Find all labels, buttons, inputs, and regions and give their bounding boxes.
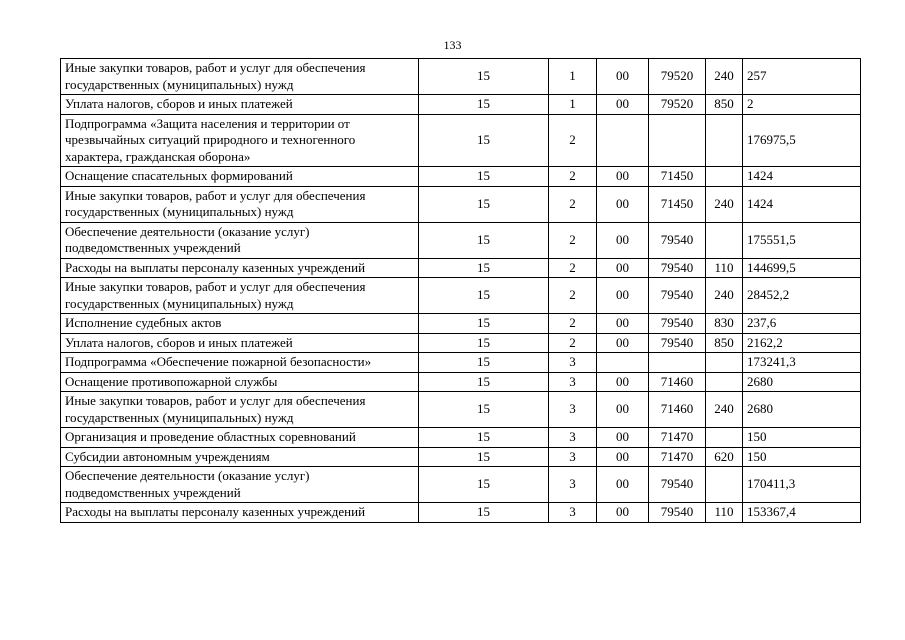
row-name-cell: Оснащение спасательных формирований	[61, 167, 419, 187]
row-name-cell: Обеспечение деятельности (оказание услуг) подведомственных учреждений	[61, 222, 419, 258]
row-program-cell: 00	[597, 59, 649, 95]
row-amount-cell: 144699,5	[743, 258, 861, 278]
row-expense-type-cell: 110	[706, 503, 743, 523]
row-amount-cell: 2	[743, 95, 861, 115]
row-program-cell: 00	[597, 503, 649, 523]
row-program-cell: 00	[597, 186, 649, 222]
row-amount-cell: 237,6	[743, 314, 861, 334]
row-amount-cell: 28452,2	[743, 278, 861, 314]
row-subsection-cell: 2	[549, 186, 597, 222]
row-name-cell: Исполнение судебных актов	[61, 314, 419, 334]
row-section-cell: 15	[419, 467, 549, 503]
table-row	[61, 114, 861, 167]
table-row	[61, 222, 861, 258]
row-subsection-cell: 1	[549, 59, 597, 95]
table-row	[61, 95, 861, 115]
row-target-article-cell	[649, 353, 706, 373]
row-target-article-cell: 79520	[649, 59, 706, 95]
table-row	[61, 372, 861, 392]
row-expense-type-cell	[706, 372, 743, 392]
row-expense-type-cell	[706, 222, 743, 258]
row-amount-cell: 2162,2	[743, 333, 861, 353]
row-name-cell: Уплата налогов, сборов и иных платежей	[61, 333, 419, 353]
table-row	[61, 186, 861, 222]
table-row	[61, 428, 861, 448]
row-expense-type-cell	[706, 467, 743, 503]
row-subsection-cell: 2	[549, 258, 597, 278]
row-section-cell: 15	[419, 447, 549, 467]
row-amount-cell: 176975,5	[743, 114, 861, 167]
row-target-article-cell: 79540	[649, 467, 706, 503]
row-subsection-cell: 3	[549, 447, 597, 467]
row-program-cell: 00	[597, 372, 649, 392]
row-amount-cell: 150	[743, 447, 861, 467]
row-target-article-cell: 71450	[649, 186, 706, 222]
row-target-article-cell: 79540	[649, 278, 706, 314]
row-name-cell: Организация и проведение областных соревнований	[61, 428, 419, 448]
row-subsection-cell: 2	[549, 114, 597, 167]
row-expense-type-cell	[706, 114, 743, 167]
row-expense-type-cell: 110	[706, 258, 743, 278]
row-expense-type-cell	[706, 428, 743, 448]
row-section-cell: 15	[419, 186, 549, 222]
row-program-cell	[597, 114, 649, 167]
row-expense-type-cell: 240	[706, 392, 743, 428]
row-expense-type-cell: 240	[706, 278, 743, 314]
table-row	[61, 314, 861, 334]
row-amount-cell: 257	[743, 59, 861, 95]
row-subsection-cell: 3	[549, 467, 597, 503]
row-subsection-cell: 2	[549, 167, 597, 187]
row-program-cell: 00	[597, 278, 649, 314]
row-subsection-cell: 3	[549, 372, 597, 392]
row-section-cell: 15	[419, 428, 549, 448]
row-name-cell: Подпрограмма «Обеспечение пожарной безопасности»	[61, 353, 419, 373]
row-target-article-cell: 71450	[649, 167, 706, 187]
row-expense-type-cell: 850	[706, 333, 743, 353]
row-amount-cell: 173241,3	[743, 353, 861, 373]
table-row	[61, 333, 861, 353]
table-row	[61, 392, 861, 428]
row-subsection-cell: 2	[549, 278, 597, 314]
row-amount-cell: 1424	[743, 186, 861, 222]
row-section-cell: 15	[419, 167, 549, 187]
row-program-cell: 00	[597, 258, 649, 278]
row-target-article-cell: 79520	[649, 95, 706, 115]
row-section-cell: 15	[419, 114, 549, 167]
row-subsection-cell: 3	[549, 392, 597, 428]
row-expense-type-cell: 620	[706, 447, 743, 467]
row-program-cell: 00	[597, 428, 649, 448]
row-section-cell: 15	[419, 353, 549, 373]
row-subsection-cell: 2	[549, 222, 597, 258]
row-target-article-cell: 71470	[649, 447, 706, 467]
row-target-article-cell: 79540	[649, 314, 706, 334]
row-name-cell: Оснащение противопожарной службы	[61, 372, 419, 392]
row-target-article-cell: 79540	[649, 222, 706, 258]
row-subsection-cell: 3	[549, 503, 597, 523]
table-row	[61, 278, 861, 314]
row-amount-cell: 175551,5	[743, 222, 861, 258]
row-program-cell: 00	[597, 333, 649, 353]
row-expense-type-cell	[706, 167, 743, 187]
row-program-cell: 00	[597, 314, 649, 334]
row-name-cell: Иные закупки товаров, работ и услуг для обеспечения государственных (муниципальных) нужд	[61, 59, 419, 95]
row-expense-type-cell: 850	[706, 95, 743, 115]
row-target-article-cell: 79540	[649, 333, 706, 353]
table-row	[61, 467, 861, 503]
row-name-cell: Иные закупки товаров, работ и услуг для обеспечения государственных (муниципальных) нужд	[61, 392, 419, 428]
row-subsection-cell: 3	[549, 353, 597, 373]
budget-table	[60, 58, 861, 523]
table-row	[61, 353, 861, 373]
row-section-cell: 15	[419, 392, 549, 428]
table-row	[61, 167, 861, 187]
row-target-article-cell	[649, 114, 706, 167]
row-expense-type-cell: 830	[706, 314, 743, 334]
row-name-cell: Иные закупки товаров, работ и услуг для обеспечения государственных (муниципальных) нужд	[61, 278, 419, 314]
row-target-article-cell: 71470	[649, 428, 706, 448]
row-name-cell: Субсидии автономным учреждениям	[61, 447, 419, 467]
row-target-article-cell: 71460	[649, 372, 706, 392]
table-row	[61, 59, 861, 95]
row-section-cell: 15	[419, 278, 549, 314]
row-section-cell: 15	[419, 333, 549, 353]
row-program-cell: 00	[597, 467, 649, 503]
page-number: 133	[443, 38, 462, 52]
row-section-cell: 15	[419, 372, 549, 392]
table-row	[61, 503, 861, 523]
row-name-cell: Расходы на выплаты персоналу казенных учреждений	[61, 503, 419, 523]
row-section-cell: 15	[419, 258, 549, 278]
row-expense-type-cell: 240	[706, 59, 743, 95]
row-section-cell: 15	[419, 95, 549, 115]
row-expense-type-cell	[706, 353, 743, 373]
row-subsection-cell: 3	[549, 428, 597, 448]
row-program-cell: 00	[597, 222, 649, 258]
row-name-cell: Расходы на выплаты персоналу казенных учреждений	[61, 258, 419, 278]
row-subsection-cell: 1	[549, 95, 597, 115]
row-expense-type-cell: 240	[706, 186, 743, 222]
row-target-article-cell: 79540	[649, 503, 706, 523]
row-name-cell: Обеспечение деятельности (оказание услуг) подведомственных учреждений	[61, 467, 419, 503]
row-program-cell: 00	[597, 95, 649, 115]
row-target-article-cell: 79540	[649, 258, 706, 278]
table-row	[61, 447, 861, 467]
row-amount-cell: 150	[743, 428, 861, 448]
row-program-cell	[597, 353, 649, 373]
row-subsection-cell: 2	[549, 314, 597, 334]
row-program-cell: 00	[597, 167, 649, 187]
row-name-cell: Иные закупки товаров, работ и услуг для обеспечения государственных (муниципальных) нужд	[61, 186, 419, 222]
row-amount-cell: 2680	[743, 392, 861, 428]
row-name-cell: Подпрограмма «Защита населения и территории от чрезвычайных ситуаций природного и техногенного характера, гражданская оборона»	[61, 114, 419, 167]
row-section-cell: 15	[419, 503, 549, 523]
row-program-cell: 00	[597, 447, 649, 467]
row-subsection-cell: 2	[549, 333, 597, 353]
row-section-cell: 15	[419, 314, 549, 334]
row-target-article-cell: 71460	[649, 392, 706, 428]
table-row	[61, 258, 861, 278]
row-amount-cell: 2680	[743, 372, 861, 392]
row-section-cell: 15	[419, 222, 549, 258]
row-program-cell: 00	[597, 392, 649, 428]
row-amount-cell: 1424	[743, 167, 861, 187]
row-name-cell: Уплата налогов, сборов и иных платежей	[61, 95, 419, 115]
row-section-cell: 15	[419, 59, 549, 95]
row-amount-cell: 170411,3	[743, 467, 861, 503]
row-amount-cell: 153367,4	[743, 503, 861, 523]
